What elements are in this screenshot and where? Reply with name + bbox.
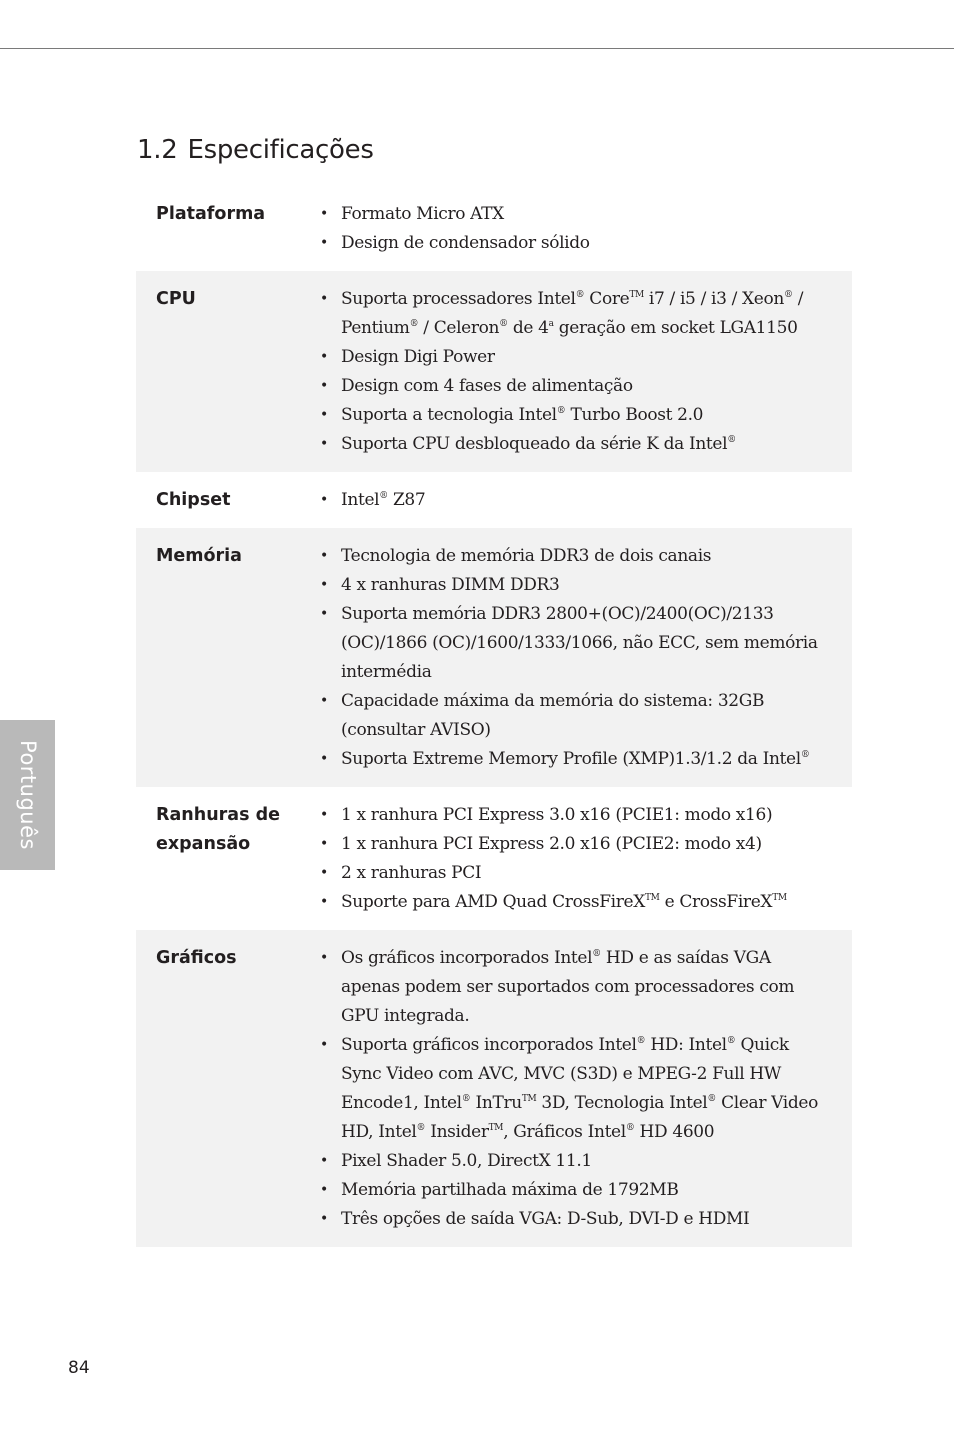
spec-item-superscript: TM — [644, 893, 660, 903]
spec-item-text: Memória partilhada máxima de 1792MB — [341, 1180, 679, 1200]
spec-item-superscript: ® — [556, 406, 566, 416]
language-side-tab — [0, 720, 55, 870]
spec-item — [320, 401, 852, 430]
spec-item-text: Design Digi Power — [341, 347, 495, 367]
spec-item-text: Quick Sync Video com AVC, MVC (S3D) e MPEG-2 Full HW Encode1, Intel — [341, 1035, 789, 1113]
specifications-table — [136, 190, 852, 1247]
spec-item-text: Suporta processadores Intel — [341, 289, 576, 309]
spec-item-text: / Celeron — [418, 318, 500, 338]
spec-label: Chipset — [156, 490, 231, 510]
spec-item-superscript: ® — [461, 1094, 471, 1104]
spec-item — [320, 200, 852, 229]
spec-item — [320, 571, 852, 600]
spec-item — [320, 830, 852, 859]
spec-item — [320, 859, 852, 888]
spec-item-superscript: ® — [726, 1036, 736, 1046]
spec-item-text: Core — [584, 289, 630, 309]
spec-item-superscript: TM — [629, 290, 644, 300]
spec-item — [320, 888, 852, 917]
spec-item-text: Pixel Shader 5.0, DirectX 11.1 — [341, 1151, 592, 1171]
spec-items-list — [320, 944, 852, 1234]
spec-label: Gráficos — [156, 948, 237, 968]
spec-item-text: Suporta Extreme Memory Profile (XMP)1.3/1.2 da Intel — [341, 749, 801, 769]
section-title — [137, 132, 374, 168]
spec-item — [320, 229, 852, 258]
spec-items-list — [320, 542, 852, 774]
spec-item-superscript: TM — [521, 1094, 537, 1104]
spec-item-superscript: ® — [625, 1123, 635, 1133]
spec-item-text: Três opções de saída VGA: D-Sub, DVI-D e HDMI — [341, 1209, 750, 1229]
spec-item-text: 2 x ranhuras PCI — [341, 863, 482, 883]
spec-item-superscript: ® — [575, 290, 585, 300]
spec-item-superscript: ® — [800, 750, 810, 760]
spec-item-text: de 4 — [507, 318, 549, 338]
spec-item-superscript: ® — [592, 949, 601, 959]
spec-item-text: Capacidade máxima da memória do sistema: 32GB (consultar AVISO) — [341, 691, 765, 740]
spec-item-superscript: ® — [379, 491, 388, 501]
spec-item-text: Formato Micro ATX — [341, 204, 504, 224]
spec-label: Plataforma — [156, 204, 266, 224]
spec-item-text: 1 x ranhura PCI Express 2.0 x16 (PCIE2: modo x4) — [341, 834, 762, 854]
spec-item-text: Tecnologia de memória DDR3 de dois canais — [341, 546, 712, 566]
spec-row — [136, 528, 852, 787]
section-number: 1.2 — [137, 135, 178, 165]
spec-item — [320, 1031, 852, 1147]
spec-label: Memória — [156, 546, 242, 566]
language-tab-label: Português — [15, 740, 40, 850]
spec-item — [320, 944, 852, 1031]
section-title-text: Especificações — [187, 135, 374, 165]
spec-item-superscript: TM — [772, 893, 787, 903]
spec-item-superscript: ® — [499, 319, 508, 329]
spec-item-text: HD: Intel — [645, 1035, 727, 1055]
spec-item-text: Suporta memória DDR3 2800+(OC)/2400(OC)/2133 (OC)/1866 (OC)/1600/1333/1066, não ECC, sem memória intermédia — [341, 604, 818, 682]
spec-row — [136, 190, 852, 271]
spec-item — [320, 745, 852, 774]
spec-item-text: Suporta CPU desbloqueado da série K da Intel — [341, 434, 728, 454]
spec-items-list — [320, 200, 852, 258]
spec-items-list — [320, 285, 852, 459]
spec-item-text: InTru — [470, 1093, 522, 1113]
spec-item-superscript: ® — [416, 1123, 426, 1133]
spec-item — [320, 285, 852, 343]
spec-item-superscript: ® — [636, 1036, 646, 1046]
page-number: 84 — [68, 1358, 90, 1378]
spec-item-text: , Gráficos Intel — [503, 1122, 626, 1142]
spec-item — [320, 600, 852, 687]
spec-item — [320, 687, 852, 745]
spec-item-text: i7 / i5 / i3 / Xeon — [643, 289, 784, 309]
spec-item-text: 4 x ranhuras DIMM DDR3 — [341, 575, 560, 595]
spec-item-text: 1 x ranhura PCI Express 3.0 x16 (PCIE1: modo x16) — [341, 805, 773, 825]
spec-item — [320, 430, 852, 459]
spec-item-text: Suporta a tecnologia Intel — [341, 405, 557, 425]
spec-item — [320, 372, 852, 401]
spec-item-superscript: ® — [409, 319, 419, 329]
spec-item-text: / Pentium — [341, 289, 804, 338]
spec-label: CPU — [156, 289, 196, 309]
spec-row — [136, 472, 852, 528]
spec-item — [320, 542, 852, 571]
spec-item-text: Suporte para AMD Quad CrossFireX — [341, 892, 645, 912]
spec-item-text: Clear Video HD, Intel — [341, 1093, 818, 1142]
spec-label: Ranhuras de expansão — [156, 805, 281, 854]
spec-item-text: Os gráficos incorporados Intel — [341, 948, 593, 968]
spec-item-superscript: a — [548, 319, 554, 329]
spec-item-text: HD e as saídas VGA apenas podem ser suportados com processadores com GPU integrada. — [341, 948, 795, 1026]
spec-item-superscript: ® — [707, 1094, 717, 1104]
spec-item — [320, 1176, 852, 1205]
spec-item-text: Design de condensador sólido — [341, 233, 590, 253]
spec-item-superscript: TM — [488, 1123, 504, 1133]
spec-row — [136, 930, 852, 1247]
spec-item — [320, 486, 852, 515]
spec-item-superscript: ® — [727, 435, 736, 445]
spec-item-text: Intel — [341, 490, 380, 510]
spec-item — [320, 801, 852, 830]
spec-item-text: Suporta gráficos incorporados Intel — [341, 1035, 637, 1055]
spec-item-superscript: ® — [784, 290, 793, 300]
spec-items-list — [320, 801, 852, 917]
spec-items-list — [320, 486, 852, 515]
spec-item-text: Turbo Boost 2.0 — [565, 405, 704, 425]
spec-item-text: geração em socket LGA1150 — [553, 318, 798, 338]
spec-item-text: Design com 4 fases de alimentação — [341, 376, 633, 396]
spec-item-text: 3D, Tecnologia Intel — [536, 1093, 708, 1113]
header-rule — [0, 48, 954, 49]
spec-item-text: Insider — [425, 1122, 489, 1142]
spec-item-text: Z87 — [387, 490, 426, 510]
spec-item — [320, 343, 852, 372]
spec-item — [320, 1147, 852, 1176]
spec-item — [320, 1205, 852, 1234]
spec-row — [136, 787, 852, 930]
spec-item-text: HD 4600 — [634, 1122, 715, 1142]
spec-item-text: e CrossFireX — [659, 892, 773, 912]
spec-row — [136, 271, 852, 472]
